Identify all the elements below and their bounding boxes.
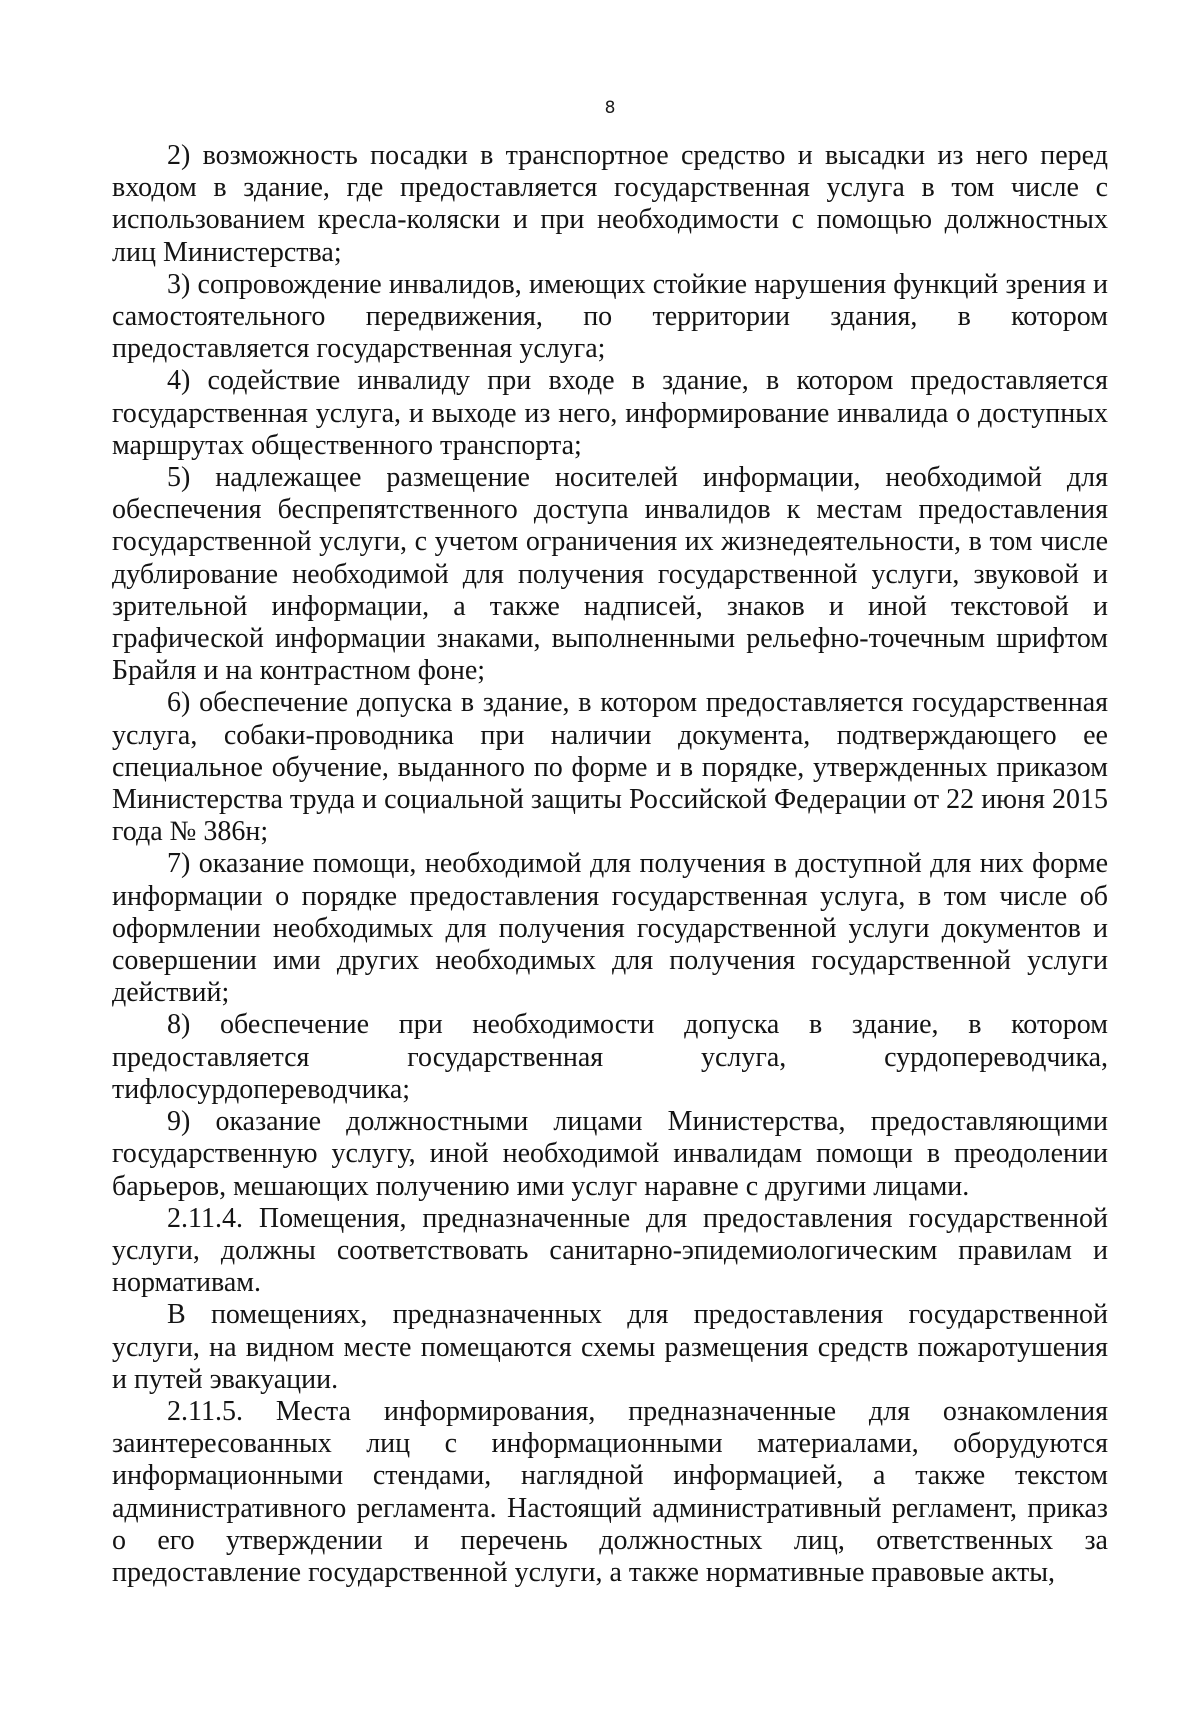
- page-number: 8: [604, 98, 616, 118]
- paragraph-item-8-interpreter: 8) обеспечение при необходимости допуска в здание, в котором предоставляется государственная услуга, сурдопереводчика, тифлосурдопереводчика;: [112, 1009, 1108, 1105]
- paragraph-item-9-staff-assistance: 9) оказание должностными лицами Министерства, предоставляющими государственную услугу, иной необходимой инвалидам помощи в преодолении барьеров, мешающих получению ими услуг наравне с другими лицами.: [112, 1106, 1108, 1202]
- paragraph-item-7-help: 7) оказание помощи, необходимой для получения в доступной для них форме информации о порядке предоставления государственная услуга, в том числе об оформлении необходимых для получения государственной услуги документов и совершении ими других необходимых для получения государственной услуги действий;: [112, 848, 1108, 1009]
- paragraph-item-5-information-carriers: 5) надлежащее размещение носителей информации, необходимой для обеспечения беспрепятственного доступа инвалидов к местам предоставления государственной услуги, с учетом ограничения их жизнедеятельности, в том числе дублирование необходимой для получения государственной услуги, звуковой и зрительной информации, а также надписей, знаков и иной текстовой и графической информации знаками, выполненными рельефно-точечным шрифтом Брайля и на контрастном фоне;: [112, 462, 1108, 687]
- paragraph-item-3-escort: 3) сопровождение инвалидов, имеющих стойкие нарушения функций зрения и самостоятельного передвижения, по территории здания, в котором предоставляется государственная услуга;: [112, 268, 1108, 365]
- paragraph-2-11-4-premises: 2.11.4. Помещения, предназначенные для предоставления государственной услуги, должны соответствовать санитарно-эпидемиологическим правилам и нормативам.: [112, 1202, 1108, 1299]
- paragraph-item-4-assistance: 4) содействие инвалиду при входе в здание, в котором предоставляется государственная услуга, и выходе из него, информирование инвалида о доступных маршрутах общественного транспорта;: [112, 365, 1108, 461]
- paragraph-item-6-guide-dog: 6) обеспечение допуска в здание, в котором предоставляется государственная услуга, собаки-проводника при наличии документа, подтверждающего ее специальное обучение, выданного по форме и в порядке, утвержденных приказом Министерства труда и социальной защиты Российской Федерации от 22 июня 2015 года № 386н;: [112, 687, 1108, 848]
- paragraph-item-2-boarding: 2) возможность посадки в транспортное средство и высадки из него перед входом в здание, где предоставляется государственная услуга в том числе с использованием кресла-коляски и при необходимости с помощью должностных лиц Министерства;: [112, 140, 1108, 268]
- paragraph-2-11-5-information-places: 2.11.5. Места информирования, предназначенные для ознакомления заинтересованных лиц с информационными материалами, оборудуются информационными стендами, наглядной информацией, а также текстом административного регламента. Настоящий административный регламент, приказ о его утверждении и перечень должностных лиц, ответственных за предоставление государственной услуги, а также нормативные правовые акты,: [112, 1395, 1108, 1588]
- paragraph-evacuation-schemes: В помещениях, предназначенных для предоставления государственной услуги, на видном месте помещаются схемы размещения средств пожаротушения и путей эвакуации.: [112, 1299, 1108, 1395]
- document-body: [112, 140, 1108, 1589]
